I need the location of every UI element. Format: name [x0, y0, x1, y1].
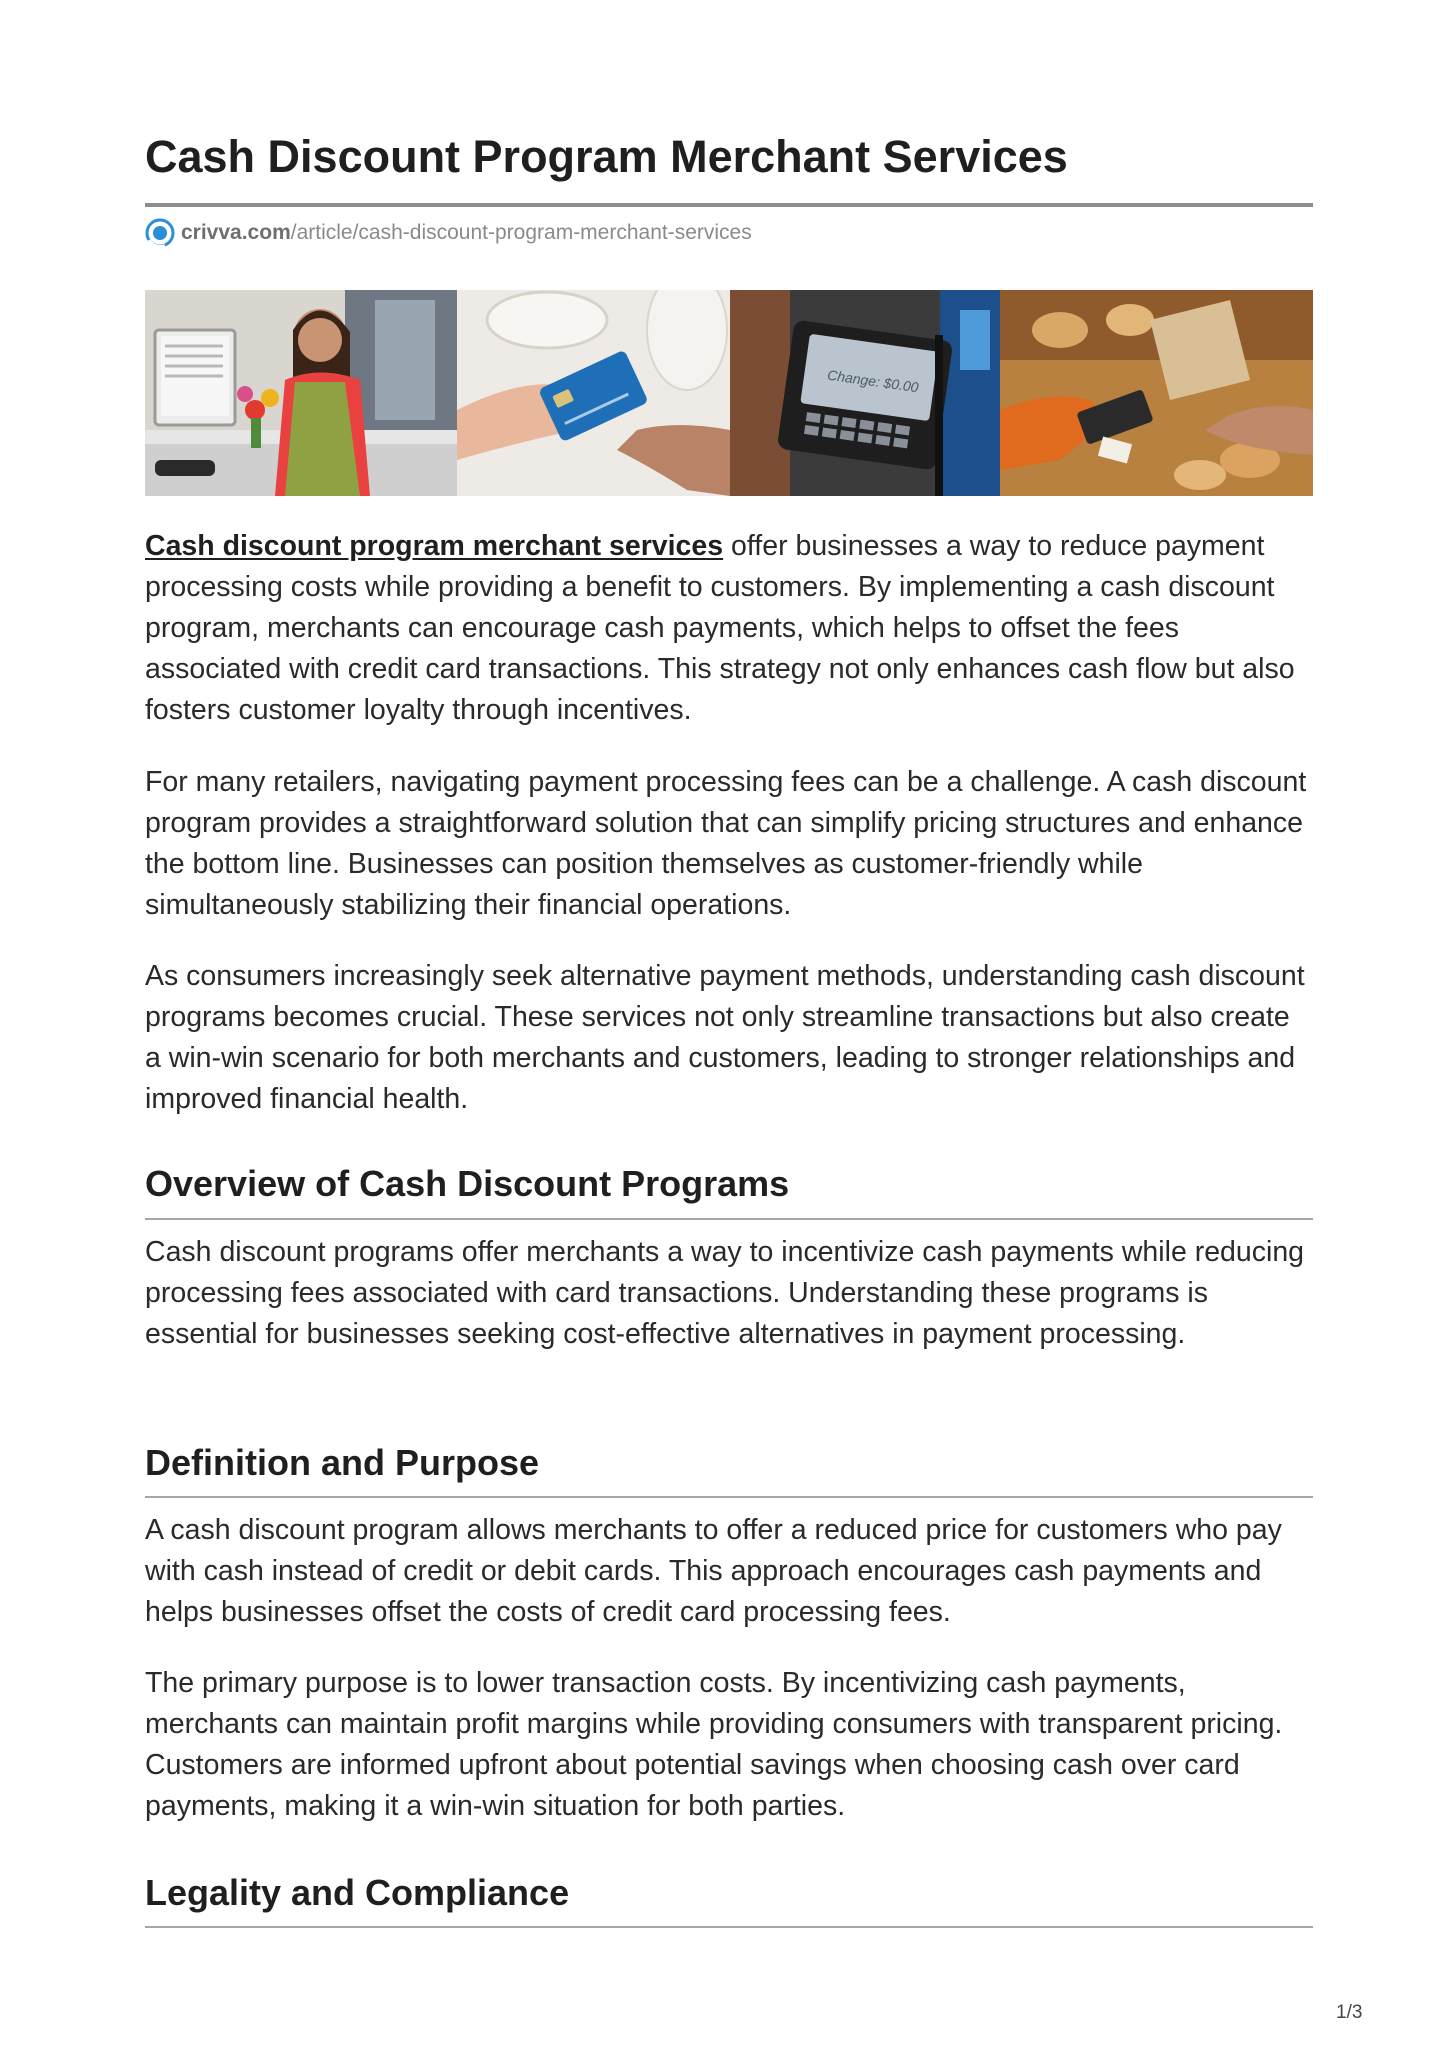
section-heading-overview: Overview of Cash Discount Programs: [145, 1163, 790, 1204]
intro-paragraph-2: For many retailers, navigating payment processing fees can be a challenge. A cash discount program provides a straightforward solution that can simplify pricing structures and enhance the bottom line. Businesses can position themselves as customer-friendly while simultaneously stabilizing their financial operations.: [145, 766, 1307, 921]
title-divider: [145, 203, 1313, 207]
pos-terminal-image: [730, 290, 1000, 496]
definition-paragraph-2: The primary purpose is to lower transaction costs. By incentivizing cash payments, merchants can maintain profit margins while providing consumers with transparent pricing. Customers are informed upfront about potential savings when choosing cash over card payments, making it a win-win situation for both parties.: [145, 1667, 1283, 1822]
intro-paragraph-1-text: offer businesses a way to reduce payment processing costs while providing a benefit to customers. By implementing a cash discount program, merchants can encourage cash payments, which helps to offset the fees associated with credit card transactions. This strategy not only enhances cash flow but also fosters customer loyalty through incentives.: [145, 530, 1295, 726]
source-domain: crivva.com: [181, 221, 291, 244]
intro-paragraph-1: [145, 526, 1313, 731]
shop-owner-at-register-image: [145, 290, 457, 496]
bakery-card-payment-image: [1000, 290, 1313, 496]
section-divider-definition: [145, 1496, 1313, 1498]
section-divider-legality: [145, 1926, 1313, 1928]
section-divider-overview: [145, 1218, 1313, 1220]
credit-card-handoff-image: [457, 290, 730, 496]
section-heading-legality: Legality and Compliance: [145, 1872, 570, 1913]
page-number: 1/3: [1336, 2002, 1363, 2023]
source-url[interactable]: [145, 217, 752, 249]
section-heading-definition: Definition and Purpose: [145, 1442, 540, 1483]
crivva-logo-icon: [145, 218, 175, 248]
overview-paragraph: Cash discount programs offer merchants a way to incentivize cash payments while reducing processing fees associated with card transactions. Understanding these programs is essential for businesses seeking cost-effective alternatives in payment processing.: [145, 1236, 1305, 1350]
source-path: /article/cash-discount-program-merchant-services: [290, 221, 752, 244]
hero-image-strip: [145, 290, 1313, 496]
intro-paragraph-3: As consumers increasingly seek alternative payment methods, understanding cash discount programs becomes crucial. These services not only streamline transactions but also create a win-win scenario for both merchants and customers, leading to stronger relationships and improved financial health.: [145, 960, 1305, 1115]
cash-discount-program-link[interactable]: Cash discount program merchant services: [145, 530, 724, 562]
definition-paragraph-1: A cash discount program allows merchants to offer a reduced price for customers who pay with cash instead of credit or debit cards. This approach encourages cash payments and helps businesses offset the costs of credit card processing fees.: [145, 1514, 1282, 1628]
pos-screen-text: Change: $0.00: [826, 366, 920, 396]
page-title: Cash Discount Program Merchant Services: [145, 131, 1068, 182]
